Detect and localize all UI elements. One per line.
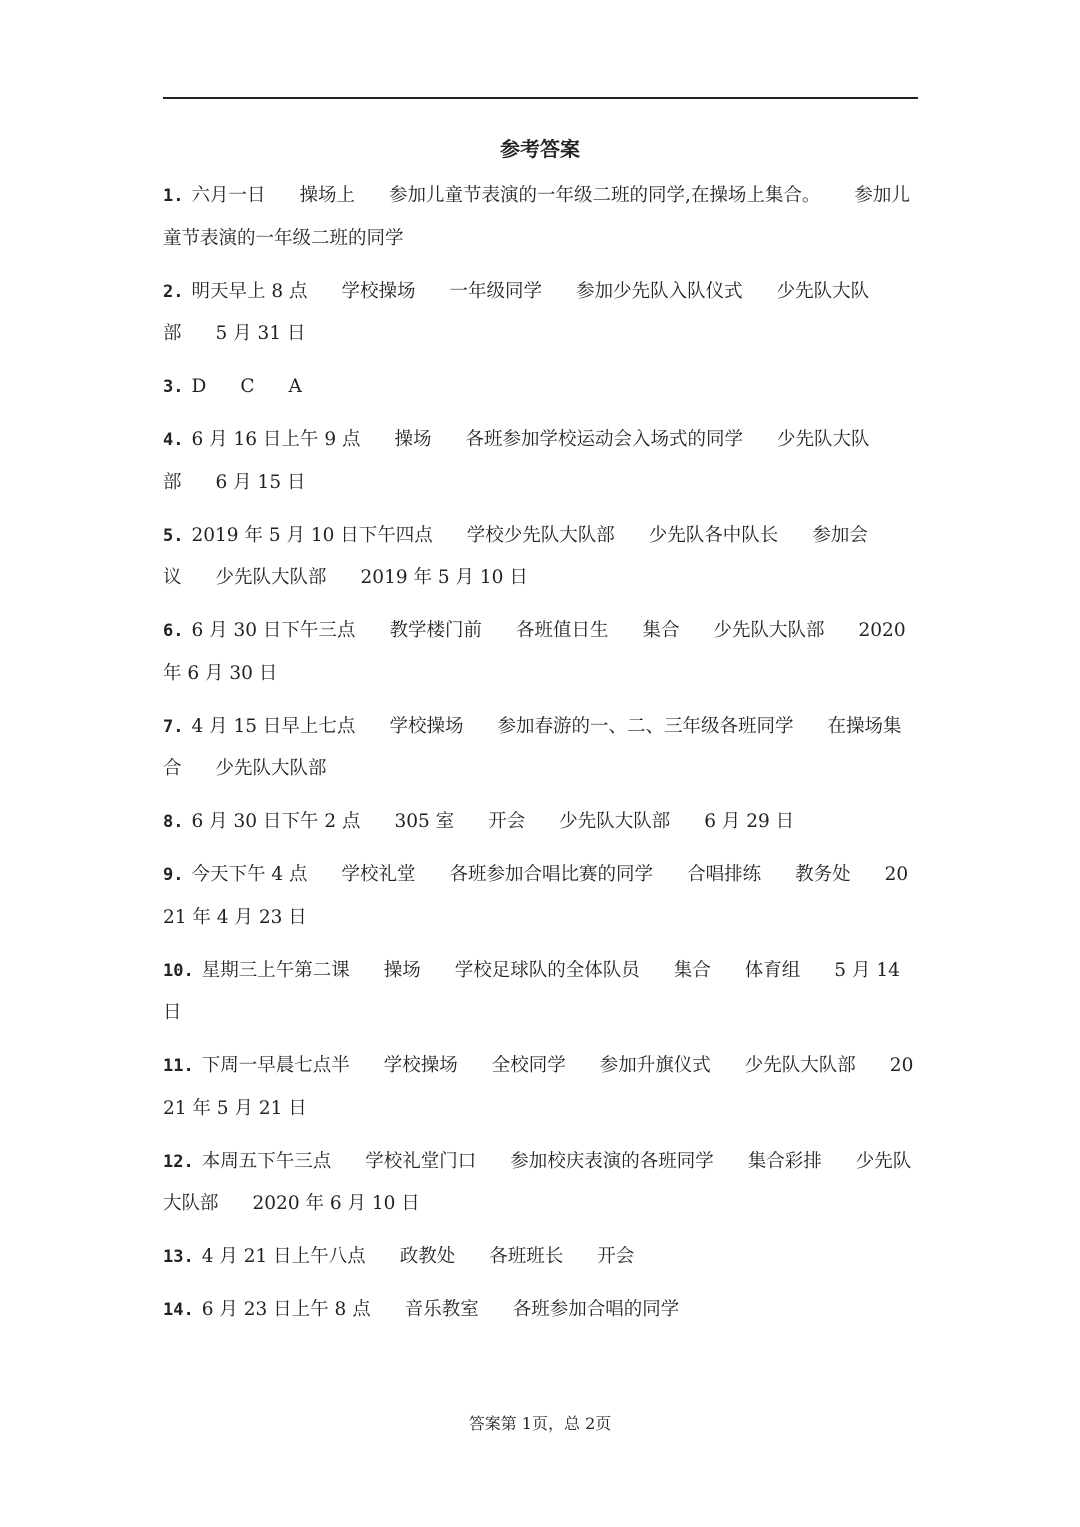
answer-part: 星期三上午第二课 [201,959,350,981]
answer-part: 操场 [383,959,421,981]
answer-part: 6 月 30 日下午三点 [191,620,356,641]
answer-part: 6 月 16 日上午 9 点 [191,429,361,450]
answer-part: 音乐教室 [404,1299,479,1320]
answer-part: 下周一早晨七点半 [201,1055,350,1076]
answer-part: 操场 [394,429,432,450]
answer-part: D [191,376,207,397]
answer-part: 少先队大队部 [559,811,671,832]
answer-list [163,175,918,1342]
answer-part: 参加升旗仪式 [599,1055,711,1076]
answer-number: 6. [163,621,184,641]
answer-part: 集合彩排 [747,1150,822,1172]
answer-number: 8. [163,812,184,832]
answer-part: 2021 年 5 月 21 日 [163,1055,914,1119]
answer-part: 2021 年 4 月 23 日 [163,864,909,928]
answer-part: 2019 年 5 月 10 日 [360,567,528,588]
answer-part: 各班班长 [489,1246,564,1267]
answer-part: 6 月 23 日上午 8 点 [201,1299,371,1320]
answer-part: 参加少先队入队仪式 [576,280,743,302]
answer-item [163,1236,918,1279]
answer-item [163,515,918,600]
answer-part: 参加校庆表演的各班同学 [510,1150,714,1172]
answer-part: 学校足球队的全体队员 [454,959,640,981]
answer-part: 2019 年 5 月 10 日下午四点 [191,524,433,546]
answer-item [163,801,918,844]
answer-number: 2. [163,281,184,302]
answer-part: 5 月 31 日 [215,323,306,344]
answer-number: 7. [163,716,184,737]
answer-part: 操场上 [299,185,356,206]
answer-part: A [288,376,302,397]
answer-part: 明天早上 8 点 [191,280,308,302]
answer-part: 少先队大队部 [744,1055,856,1076]
answer-part: 少先队大队部 [713,620,825,641]
answer-part: 开会 [597,1246,635,1267]
answer-part: 学校操场 [341,280,416,302]
answer-part: 少先队大队部 [163,280,870,344]
answer-part: 开会 [488,811,526,832]
answer-part: 参加儿童节表演的一年级二班的同学 [163,185,910,249]
answer-part: 参加春游的一、二、三年级各班同学 [497,715,794,737]
answer-number: 13. [163,1247,194,1267]
answer-part: 各班值日生 [515,620,609,641]
answer-part: 少先队大队部 [215,567,327,588]
answer-number: 9. [163,865,184,885]
answer-item [163,1141,918,1226]
answer-part: 教学楼门前 [389,620,482,641]
answer-number: 10. [163,960,194,981]
page-footer: 答案第 1页，总 2页 [468,1414,612,1433]
answer-item [163,1045,918,1130]
answer-number: 3. [163,377,184,397]
answer-item [163,950,918,1035]
answer-item [163,175,918,260]
answer-number: 12. [163,1151,194,1172]
answer-part: 六月一日 [191,185,266,206]
answer-part: 6 月 30 日下午 2 点 [191,811,361,832]
answer-item [163,706,918,791]
answer-part: 少先队大队部 [215,758,327,779]
answer-item [163,366,918,409]
answer-part: 5 月 14 日 [163,959,900,1023]
answer-item [163,854,918,939]
answer-part: 学校礼堂 [341,864,416,885]
answer-item [163,419,918,504]
answer-part: 政教处 [399,1246,456,1267]
answer-part: 4 月 21 日上午八点 [201,1246,366,1267]
header-rule [163,97,918,99]
answer-part: 集合 [673,959,711,981]
answer-part: 6 月 29 日 [704,811,795,832]
answer-part: 在操场集合 [163,715,902,779]
answer-part: C [240,376,255,397]
answer-number: 14. [163,1300,194,1320]
answer-part: 参加儿童节表演的一年级二班的同学,在操场上集合。 [389,185,821,206]
answer-item [163,610,918,695]
answer-part: 学校操场 [389,715,464,737]
answer-part: 今天下午 4 点 [191,864,308,885]
answer-part: 各班参加学校运动会入场式的同学 [465,429,744,450]
page-title: 参考答案 [500,137,580,161]
answer-part: 集合 [642,620,680,641]
answer-part: 各班参加合唱比赛的同学 [449,864,654,885]
answer-number: 1. [163,186,184,206]
answer-part: 参加会议 [163,524,868,588]
answer-part: 6 月 15 日 [215,471,306,493]
answer-part: 学校少先队大队部 [466,524,615,546]
answer-part: 少先队大队部 [163,429,870,493]
answer-part: 教务处 [795,864,851,885]
answer-number: 4. [163,430,184,450]
answer-number: 11. [163,1056,194,1076]
answer-item [163,1289,918,1332]
answer-part: 全校同学 [491,1055,566,1076]
answer-part: 少先队各中队长 [648,524,779,546]
answer-part: 合唱排练 [687,864,762,885]
answer-part: 一年级同学 [449,280,543,302]
answer-part: 2020 年 6 月 10 日 [252,1193,420,1214]
answer-part: 本周五下午三点 [201,1150,332,1172]
answer-part: 305 室 [394,811,455,832]
answer-part: 2020 年 6 月 30 日 [163,620,906,684]
answer-item [163,271,918,356]
answer-number: 5. [163,525,184,546]
answer-part: 学校礼堂门口 [365,1150,477,1172]
answer-part: 少先队大队部 [163,1150,912,1214]
answer-part: 4 月 15 日早上七点 [191,715,356,737]
answer-part: 体育组 [744,959,801,981]
answer-part: 学校操场 [383,1055,458,1076]
answer-part: 各班参加合唱的同学 [512,1299,680,1320]
